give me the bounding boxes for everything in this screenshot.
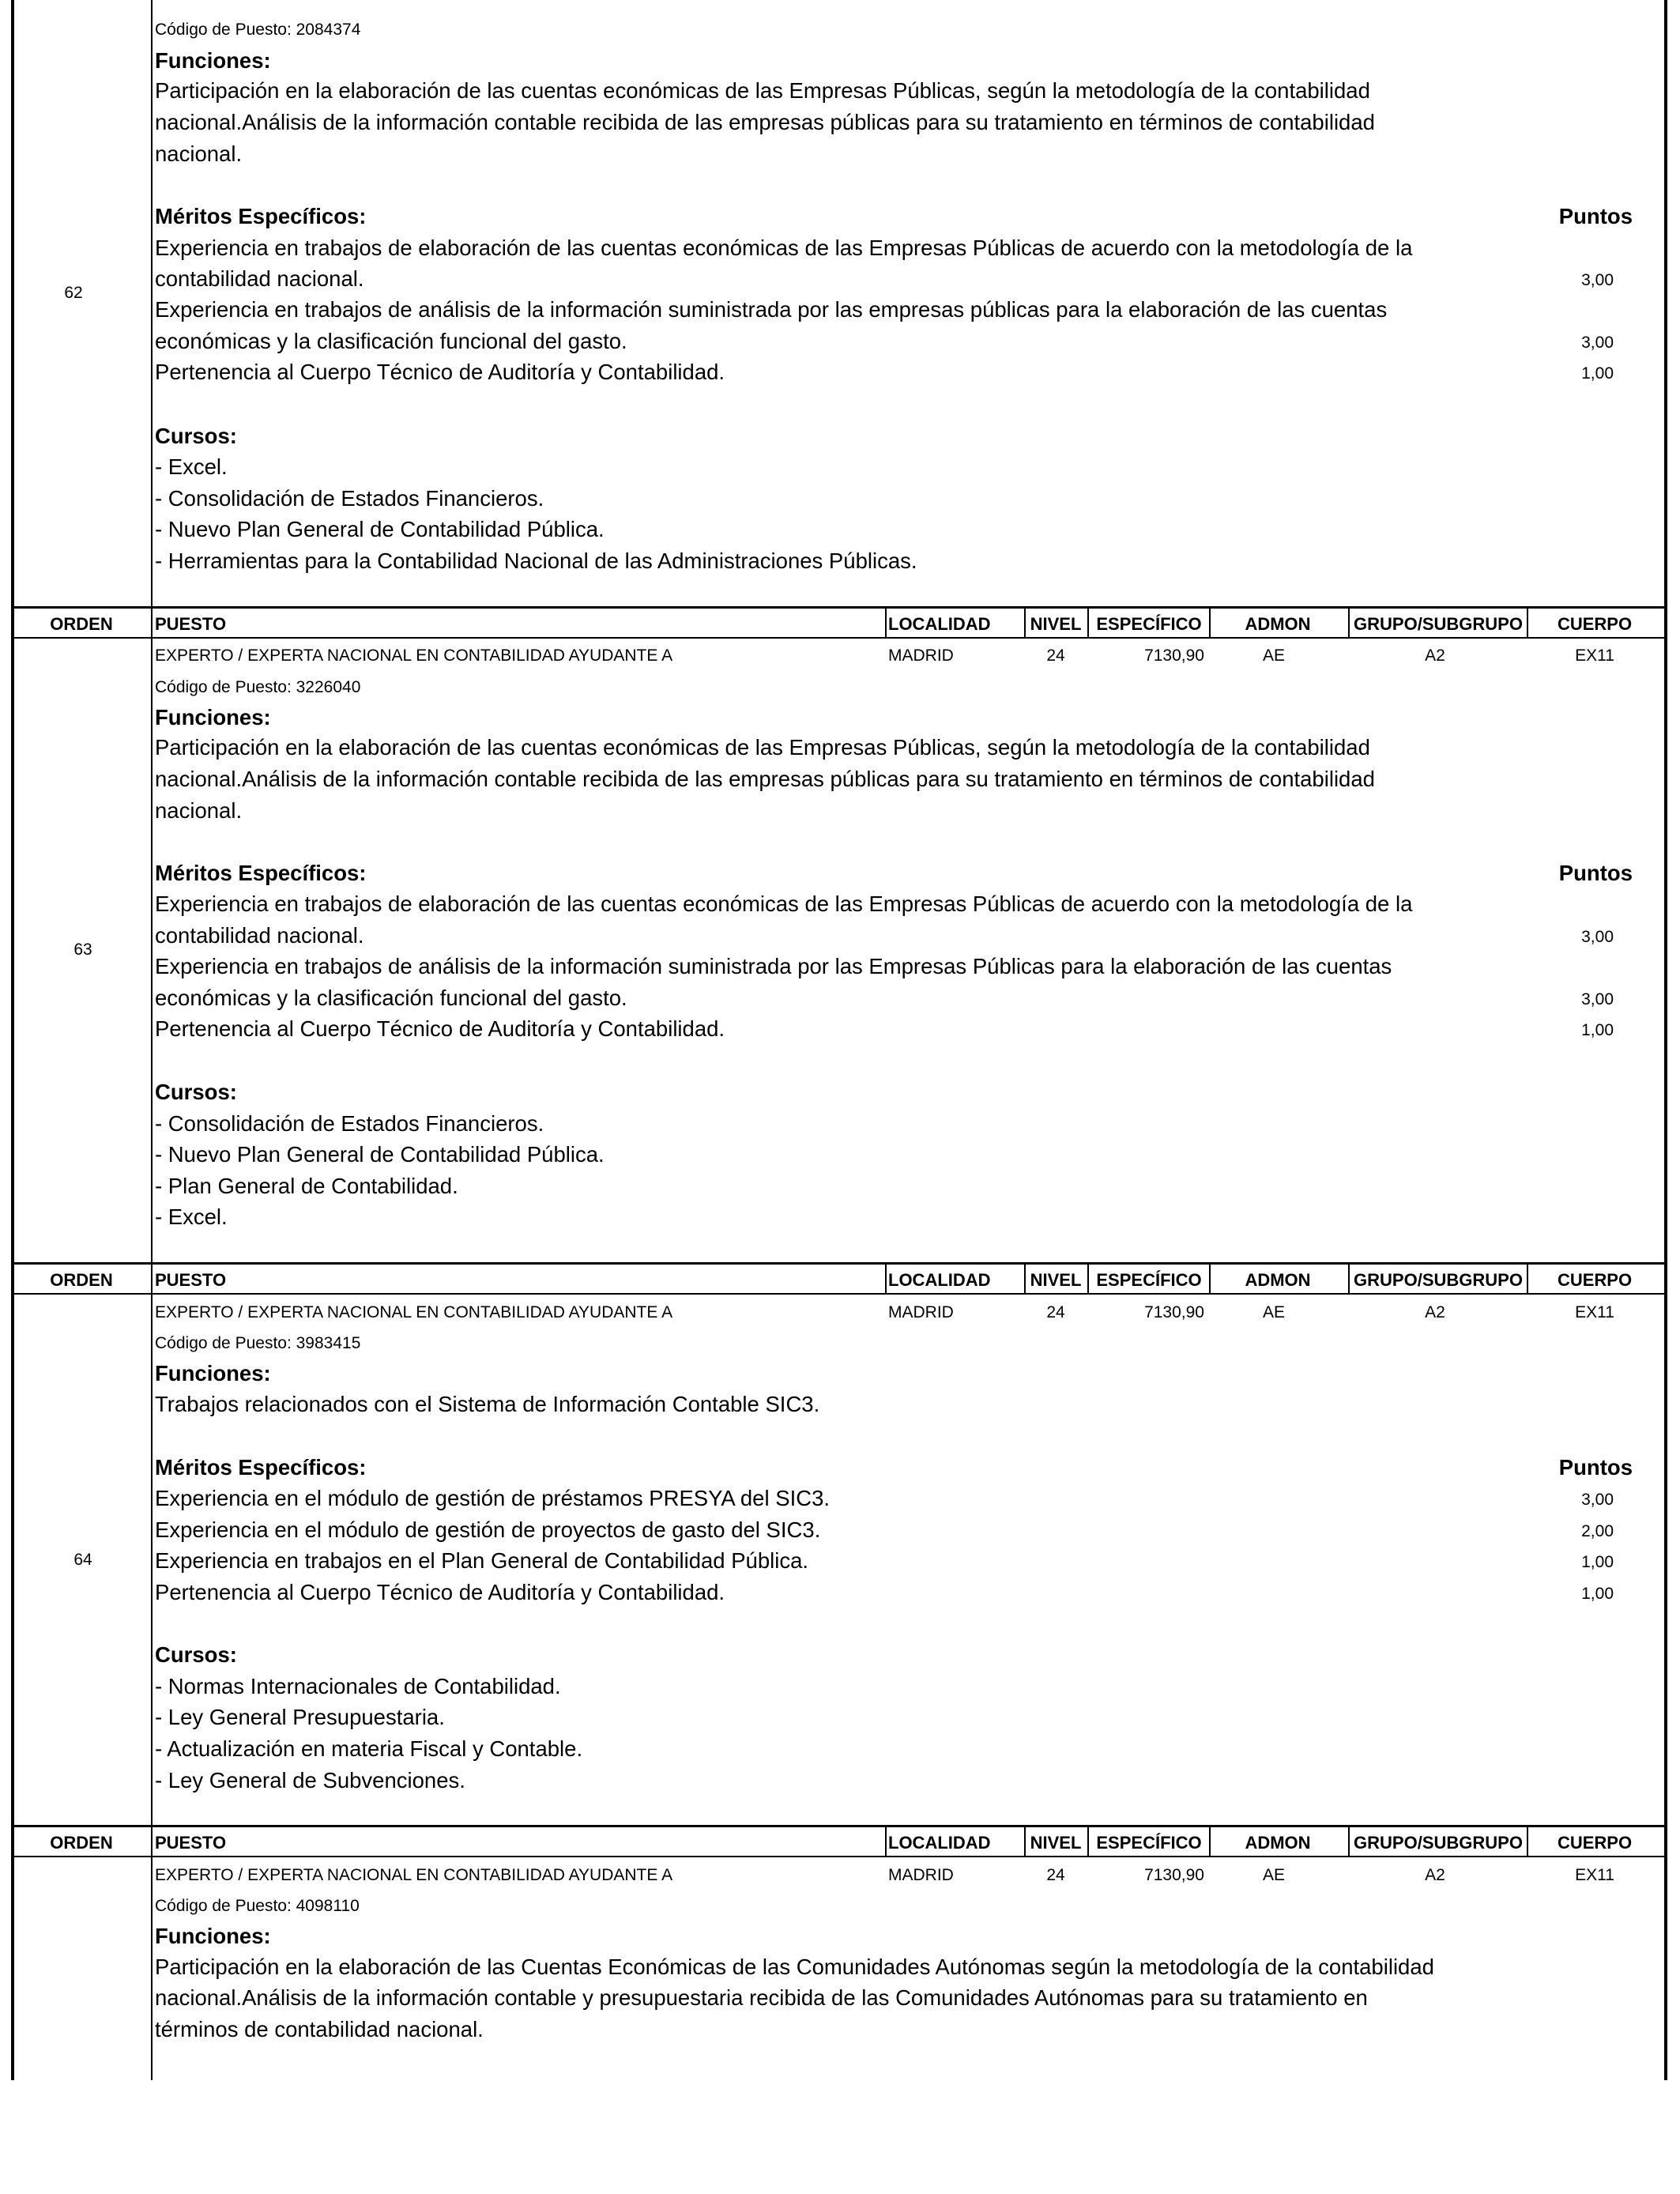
grupo-value: A2 [1425, 1303, 1445, 1321]
header-divider [1348, 606, 1350, 638]
header-especifico: ESPECÍFICO [1096, 1833, 1202, 1853]
puntos-value: 3,00 [1581, 990, 1614, 1008]
header-orden: ORDEN [50, 1833, 113, 1853]
header-bottom-rule [11, 637, 1667, 639]
header-divider [1087, 1825, 1089, 1857]
localidad-value: MADRID [888, 647, 954, 665]
funciones-heading: Funciones: [155, 48, 271, 73]
curso-line: - Herramientas para la Contabilidad Nacional de las Administraciones Públicas. [155, 548, 917, 573]
header-orden: ORDEN [50, 614, 113, 634]
merito-line: económicas y la clasificación funcional del gasto. [155, 986, 627, 1010]
header-puesto: PUESTO [155, 1270, 227, 1290]
codigo-puesto: Código de Puesto: 3226040 [155, 678, 361, 696]
puesto-value: EXPERTO / EXPERTA NACIONAL EN CONTABILIDAD AYUDANTE A [155, 1303, 673, 1321]
funciones-line: nacional.Análisis de la información contable recibida de las empresas públicas para su tratamiento en términos de contabilidad [155, 110, 1375, 134]
curso-line: - Actualización en materia Fiscal y Contable. [155, 1736, 583, 1761]
puntos-value: 3,00 [1581, 334, 1614, 352]
merito-line: contabilidad nacional. [155, 923, 364, 948]
curso-line: - Excel. [155, 1204, 228, 1229]
header-localidad: LOCALIDAD [888, 1833, 991, 1853]
funciones-line: Participación en la elaboración de las Cuentas Económicas de las Comunidades Autónomas según la metodología de la contabilidad [155, 1955, 1434, 1979]
codigo-puesto: Código de Puesto: 4098110 [155, 1897, 360, 1915]
codigo-puesto: Código de Puesto: 3983415 [155, 1334, 361, 1352]
funciones-line: términos de contabilidad nacional. [155, 2017, 484, 2041]
curso-line: - Consolidación de Estados Financieros. [155, 1111, 544, 1136]
header-nivel: NIVEL [1030, 1270, 1082, 1290]
funciones-heading: Funciones: [155, 1924, 271, 1948]
header-grupo: GRUPO/SUBGRUPO [1354, 1833, 1523, 1853]
puesto-value: EXPERTO / EXPERTA NACIONAL EN CONTABILIDAD AYUDANTE A [155, 1866, 673, 1884]
merito-line: Pertenencia al Cuerpo Técnico de Auditoría y Contabilidad. [155, 1580, 725, 1604]
header-divider [885, 1262, 887, 1294]
right-border [1664, 0, 1667, 2080]
header-divider [1348, 1262, 1350, 1294]
puntos-value: 3,00 [1581, 1491, 1614, 1509]
header-cuerpo: CUERPO [1557, 1833, 1633, 1853]
puesto-value: EXPERTO / EXPERTA NACIONAL EN CONTABILIDAD AYUDANTE A [155, 647, 673, 665]
nivel-value: 24 [1046, 647, 1065, 665]
merito-line: Experiencia en trabajos de análisis de la información suministrada por las empresas públicas para la elaboración de las cuentas [155, 297, 1388, 322]
meritos-heading: Méritos Específicos: [155, 204, 367, 228]
cursos-heading: Cursos: [155, 424, 237, 448]
header-top-rule [11, 1262, 1667, 1265]
localidad-value: MADRID [888, 1303, 954, 1321]
header-divider [1024, 1262, 1026, 1294]
header-especifico: ESPECÍFICO [1096, 614, 1202, 634]
admon-value: AE [1262, 647, 1286, 665]
puntos-value: 1,00 [1581, 1585, 1614, 1603]
funciones-line: nacional.Análisis de la información contable recibida de las empresas públicas para su tratamiento en términos de contabilidad [155, 767, 1375, 791]
curso-line: - Excel. [155, 454, 228, 479]
curso-line: - Nuevo Plan General de Contabilidad Pública. [155, 1142, 605, 1167]
orden-value: 62 [64, 284, 83, 302]
header-top-rule [11, 606, 1667, 609]
orden-value: 64 [73, 1551, 92, 1569]
puntos-heading: Puntos [1558, 1455, 1633, 1480]
merito-line: Experiencia en trabajos de elaboración de las cuentas económicas de las Empresas Públicas de acuerdo con la metodología de la [155, 236, 1413, 260]
funciones-line: nacional. [155, 141, 243, 166]
header-localidad: LOCALIDAD [888, 1270, 991, 1290]
puntos-value: 3,00 [1581, 271, 1614, 289]
header-divider [1087, 606, 1089, 638]
merito-line: Pertenencia al Cuerpo Técnico de Auditoría y Contabilidad. [155, 360, 725, 384]
curso-line: - Normas Internacionales de Contabilidad. [155, 1674, 561, 1698]
header-admon: ADMON [1245, 1270, 1311, 1290]
curso-line: - Ley General Presupuestaria. [155, 1705, 445, 1729]
header-localidad: LOCALIDAD [888, 614, 991, 634]
orden-value: 63 [73, 941, 92, 959]
grupo-value: A2 [1425, 1866, 1445, 1884]
puntos-value: 3,00 [1581, 928, 1614, 946]
header-bottom-rule [11, 1856, 1667, 1857]
header-divider [1209, 606, 1211, 638]
puntos-heading: Puntos [1558, 861, 1633, 885]
header-admon: ADMON [1245, 614, 1311, 634]
funciones-line: Trabajos relacionados con el Sistema de Información Contable SIC3. [155, 1392, 820, 1416]
cuerpo-value: EX11 [1575, 1303, 1614, 1321]
puntos-value: 1,00 [1581, 1553, 1614, 1571]
funciones-line: Participación en la elaboración de las cuentas económicas de las Empresas Públicas, según la metodología de la contabilidad [155, 735, 1370, 760]
cursos-heading: Cursos: [155, 1642, 237, 1667]
especifico-value: 7130,90 [1144, 1303, 1204, 1321]
header-divider [885, 606, 887, 638]
admon-value: AE [1262, 1866, 1286, 1884]
header-cuerpo: CUERPO [1557, 1270, 1633, 1290]
header-orden: ORDEN [50, 1270, 113, 1290]
nivel-value: 24 [1046, 1866, 1065, 1884]
localidad-value: MADRID [888, 1866, 954, 1884]
cuerpo-value: EX11 [1575, 1866, 1614, 1884]
header-nivel: NIVEL [1030, 1833, 1082, 1853]
header-cuerpo: CUERPO [1557, 614, 1633, 634]
curso-line: - Consolidación de Estados Financieros. [155, 486, 544, 511]
merito-line: Experiencia en trabajos de análisis de la información suministrada por las Empresas Públicas para la elaboración de las cuentas [155, 954, 1392, 978]
funciones-line: nacional. [155, 798, 243, 823]
curso-line: - Ley General de Subvenciones. [155, 1768, 465, 1793]
header-divider [1087, 1262, 1089, 1294]
especifico-value: 7130,90 [1144, 1866, 1204, 1884]
merito-line: contabilidad nacional. [155, 266, 364, 291]
nivel-value: 24 [1046, 1303, 1065, 1321]
funciones-heading: Funciones: [155, 1361, 271, 1385]
header-bottom-rule [11, 1293, 1667, 1295]
curso-line: - Nuevo Plan General de Contabilidad Pública. [155, 517, 605, 541]
header-divider [1527, 606, 1528, 638]
grupo-value: A2 [1425, 647, 1445, 665]
puntos-value: 1,00 [1581, 1021, 1614, 1039]
header-divider [1024, 1825, 1026, 1857]
header-divider [1527, 1825, 1528, 1857]
header-divider [1209, 1825, 1211, 1857]
header-puesto: PUESTO [155, 1833, 227, 1853]
merito-line: Pertenencia al Cuerpo Técnico de Auditoría y Contabilidad. [155, 1016, 725, 1041]
merito-line: Experiencia en trabajos de elaboración de las cuentas económicas de las Empresas Públicas de acuerdo con la metodología de la [155, 892, 1413, 916]
admon-value: AE [1262, 1303, 1286, 1321]
merito-line: Experiencia en trabajos en el Plan General de Contabilidad Pública. [155, 1548, 809, 1573]
header-especifico: ESPECÍFICO [1096, 1270, 1202, 1290]
left-border [11, 0, 14, 2080]
funciones-line: nacional.Análisis de la información contable y presupuestaria recibida de las Comunidades Autónomas para su tratamiento en [155, 1985, 1368, 2010]
orden-column-divider [151, 0, 153, 2080]
header-admon: ADMON [1245, 1833, 1311, 1853]
header-puesto: PUESTO [155, 614, 227, 634]
header-grupo: GRUPO/SUBGRUPO [1354, 614, 1523, 634]
meritos-heading: Méritos Específicos: [155, 861, 367, 885]
header-top-rule [11, 1825, 1667, 1827]
puntos-value: 2,00 [1581, 1522, 1614, 1540]
header-divider [1024, 606, 1026, 638]
merito-line: económicas y la clasificación funcional del gasto. [155, 329, 627, 353]
cursos-heading: Cursos: [155, 1080, 237, 1104]
especifico-value: 7130,90 [1144, 647, 1204, 665]
merito-line: Experiencia en el módulo de gestión de proyectos de gasto del SIC3. [155, 1517, 821, 1542]
curso-line: - Plan General de Contabilidad. [155, 1174, 458, 1198]
header-divider [885, 1825, 887, 1857]
meritos-heading: Méritos Específicos: [155, 1455, 367, 1480]
header-divider [1348, 1825, 1350, 1857]
header-grupo: GRUPO/SUBGRUPO [1354, 1270, 1523, 1290]
header-divider [1527, 1262, 1528, 1294]
cuerpo-value: EX11 [1575, 647, 1614, 665]
header-nivel: NIVEL [1030, 614, 1082, 634]
codigo-puesto: Código de Puesto: 2084374 [155, 21, 361, 39]
funciones-line: Participación en la elaboración de las cuentas económicas de las Empresas Públicas, según la metodología de la contabilidad [155, 78, 1370, 103]
header-divider [1209, 1262, 1211, 1294]
merito-line: Experiencia en el módulo de gestión de préstamos PRESYA del SIC3. [155, 1486, 831, 1510]
funciones-heading: Funciones: [155, 705, 271, 729]
puntos-value: 1,00 [1581, 364, 1614, 383]
puntos-heading: Puntos [1558, 204, 1633, 228]
